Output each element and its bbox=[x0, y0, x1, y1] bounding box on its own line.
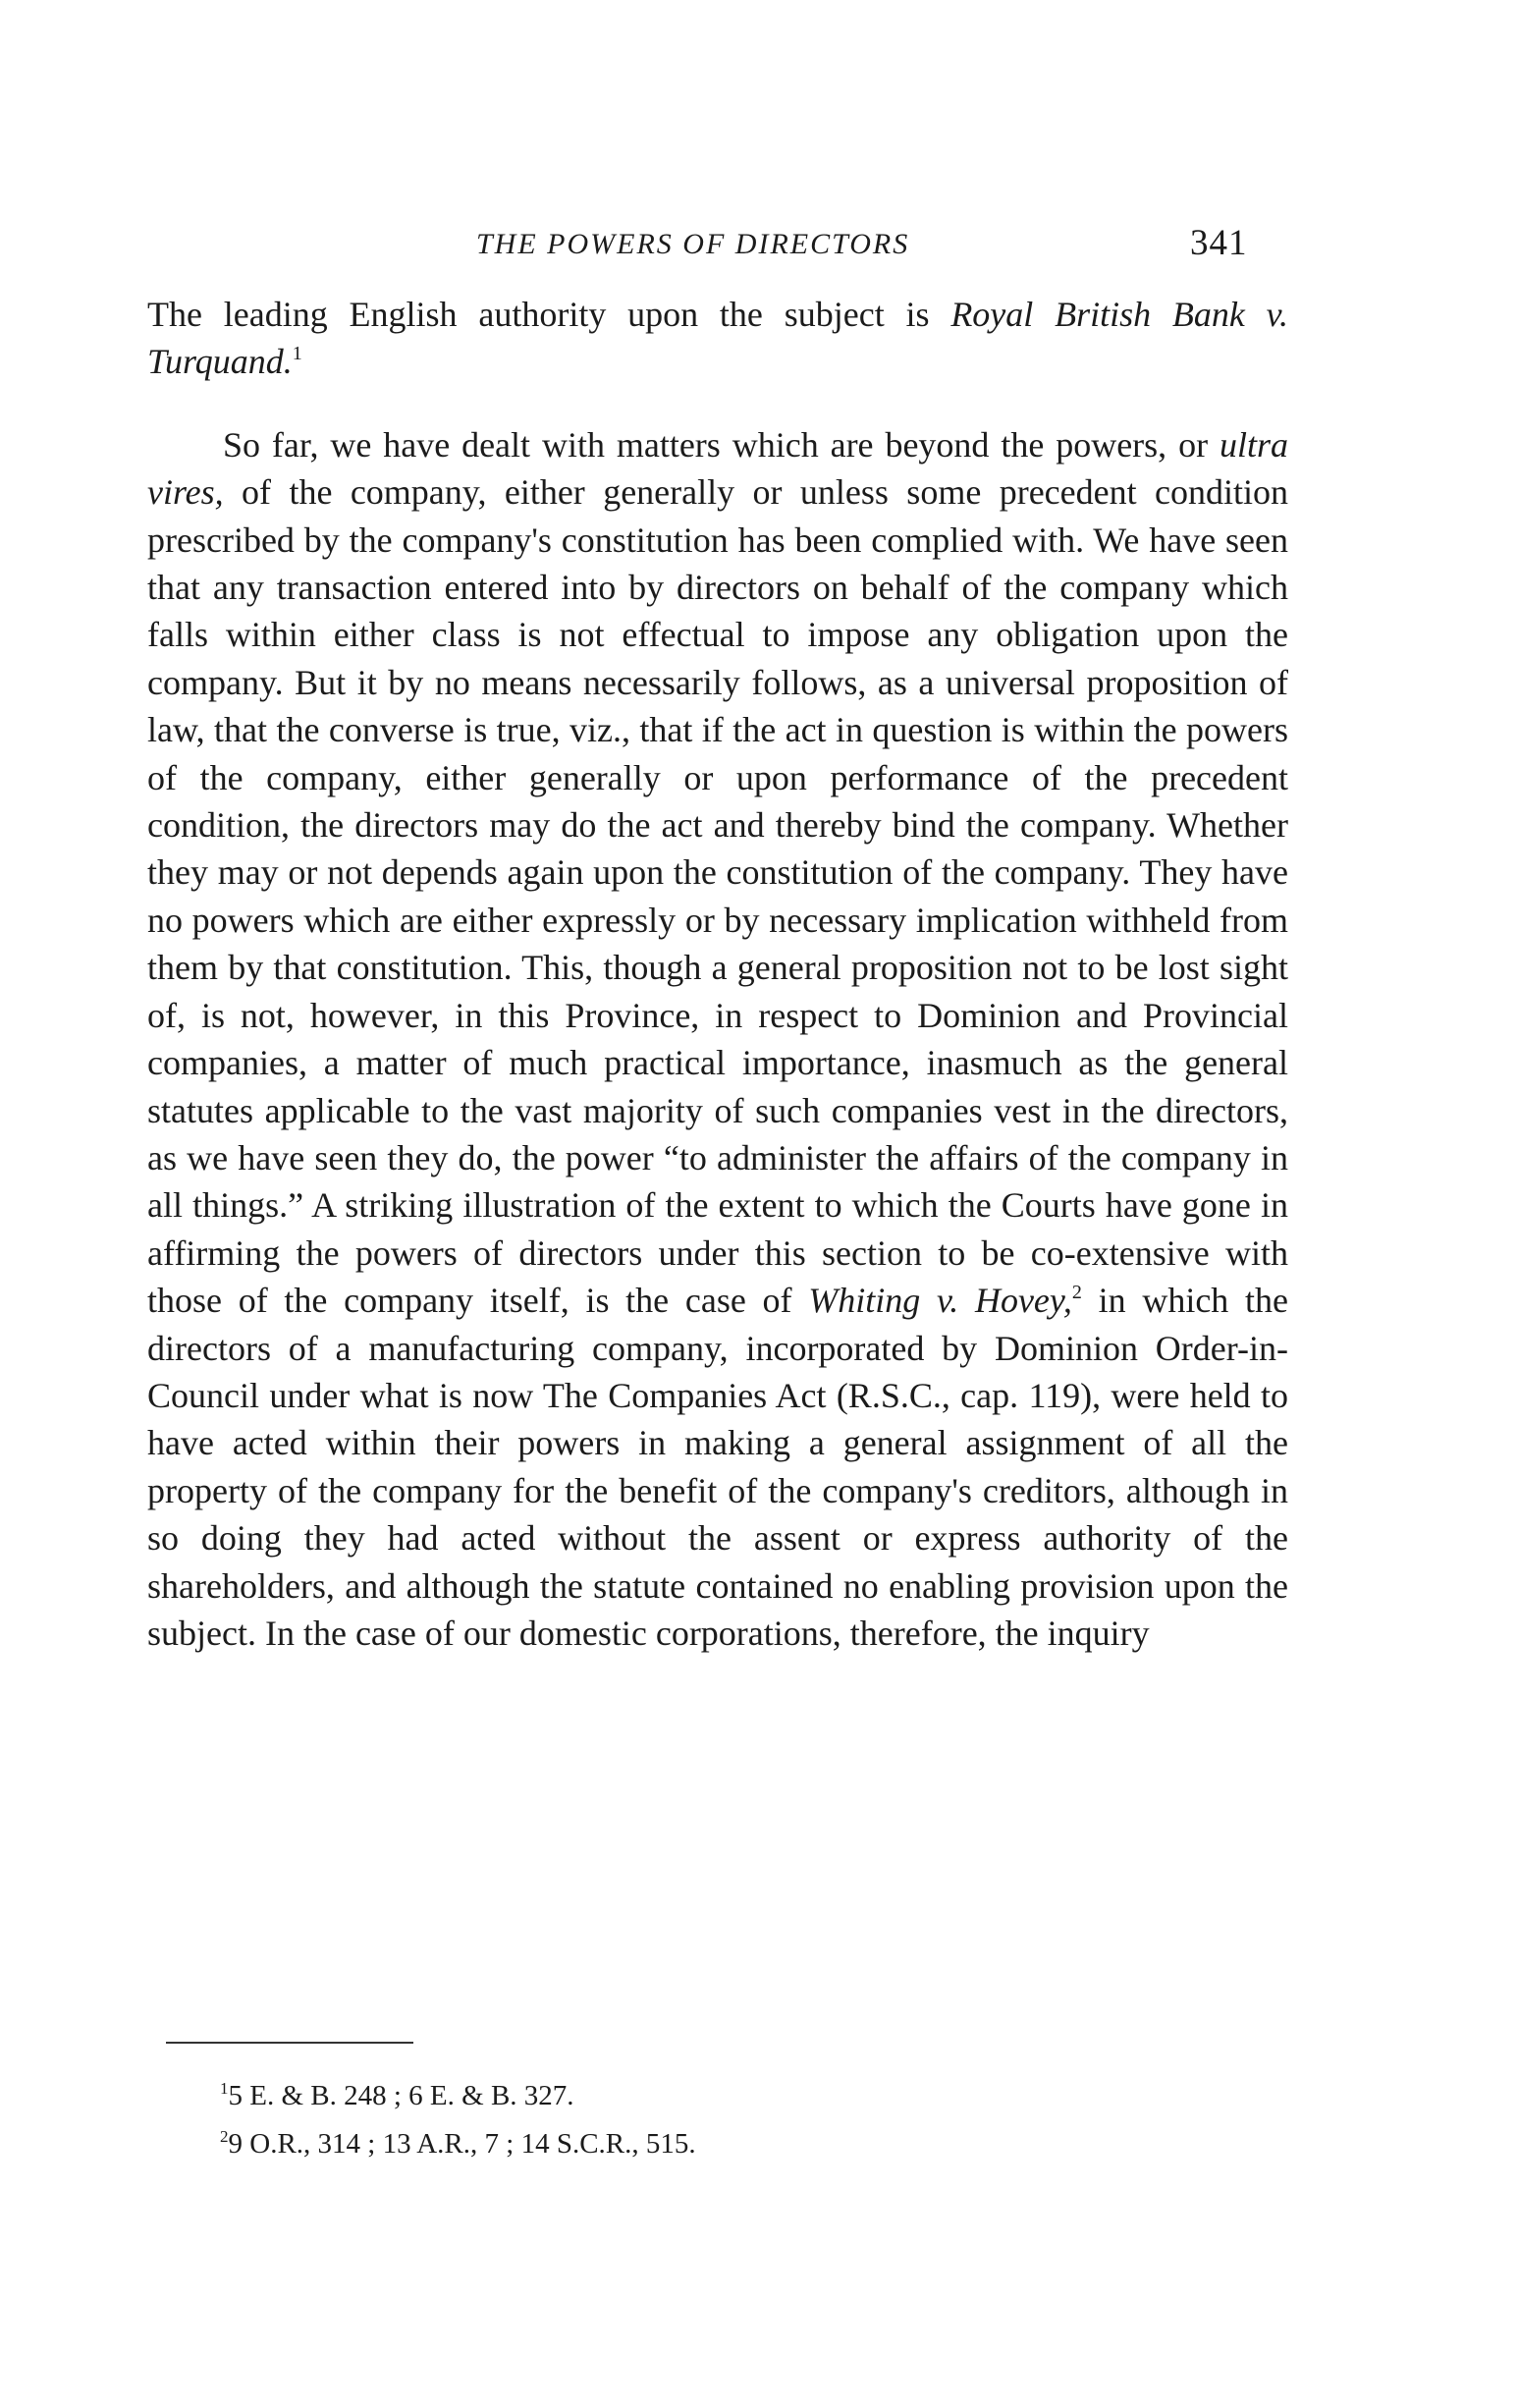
footnote-1-text: 5 E. & B. 248 ; 6 E. & B. 327. bbox=[228, 2080, 574, 2111]
paragraph-2-part-1: So far, we have dealt with matters which are beyond the powers, or bbox=[223, 424, 1220, 465]
page-number: 341 bbox=[1190, 223, 1248, 263]
phrase-ultra-vires: ultra vires, bbox=[147, 424, 1288, 513]
footnote-2-text: 9 O.R., 314 ; 13 A.R., 7 ; 14 S.C.R., 515. bbox=[228, 2128, 696, 2160]
running-title: THE POWERS OF DIRECTORS bbox=[476, 228, 910, 260]
paragraph-2-part-2: of the company, either generally or unless some precedent condition prescribed by the company's constitution has been complied with. We have seen that any transaction entered into by directors on behalf of the company which falls within either class is not effectual to impose any obligation upon the company. But it by no means necessarily follows, as a universal proposition of law, that the converse is true, viz., that if the act in question is within the powers of the company, either generally or upon performance of the precedent condition, the directors may do the act and thereby bind the company. Whether they may or not depends again upon the constitution of the company. They have no powers which are either expressly or by necessary implication withheld from them by that constitution. This, though a general proposition not to be lost sight of, is not, however, in this Province, in respect to Dominion and Provincial companies, a matter of much practical importance, inasmuch as the general statutes applicable to the vast majority of such companies vest in the directors, as we have seen they do, the power “to administer the affairs of the company in all things.” A striking illustration of the extent to which the Courts have gone in affirming the powers of directors under this section to be co-extensive with those of the company itself, is the case of bbox=[147, 472, 1288, 1321]
footnote-2 bbox=[220, 2120, 1005, 2168]
case-name-whiting-hovey: Whiting v. Hovey, bbox=[808, 1281, 1072, 1321]
footnotes bbox=[220, 2072, 1005, 2168]
case-name-turquand: Royal British Bank v. Turquand. bbox=[147, 295, 1288, 382]
footnote-ref-2: 2 bbox=[1071, 1282, 1082, 1304]
footnote-mark-1: 1 bbox=[220, 2079, 229, 2098]
footnote-divider bbox=[166, 2042, 413, 2044]
paragraph-1 bbox=[147, 291, 1288, 386]
body-text bbox=[147, 291, 1288, 1657]
paragraph-2 bbox=[147, 421, 1288, 1658]
footnote-1 bbox=[220, 2072, 1005, 2120]
footnote-ref-1: 1 bbox=[292, 343, 302, 365]
footnote-mark-2: 2 bbox=[220, 2127, 229, 2146]
paragraph-2-part-3: in which the directors of a manufacturing company, incorporated by Dominion Order-in-Council under what is now The Companies Act (R.S.C., cap. 119), were held to have acted within their powers in making a general assignment of all the property of the company for the benefit of the company's creditors, although in so doing they had acted without the assent or express authority of the shareholders, and although the statute contained no enabling provision upon the subject. In the case of our domestic corporations, therefore, the inquiry bbox=[147, 1281, 1288, 1653]
paragraph-1-text: The leading English authority upon the subject is bbox=[147, 295, 951, 334]
running-head bbox=[147, 222, 1296, 271]
